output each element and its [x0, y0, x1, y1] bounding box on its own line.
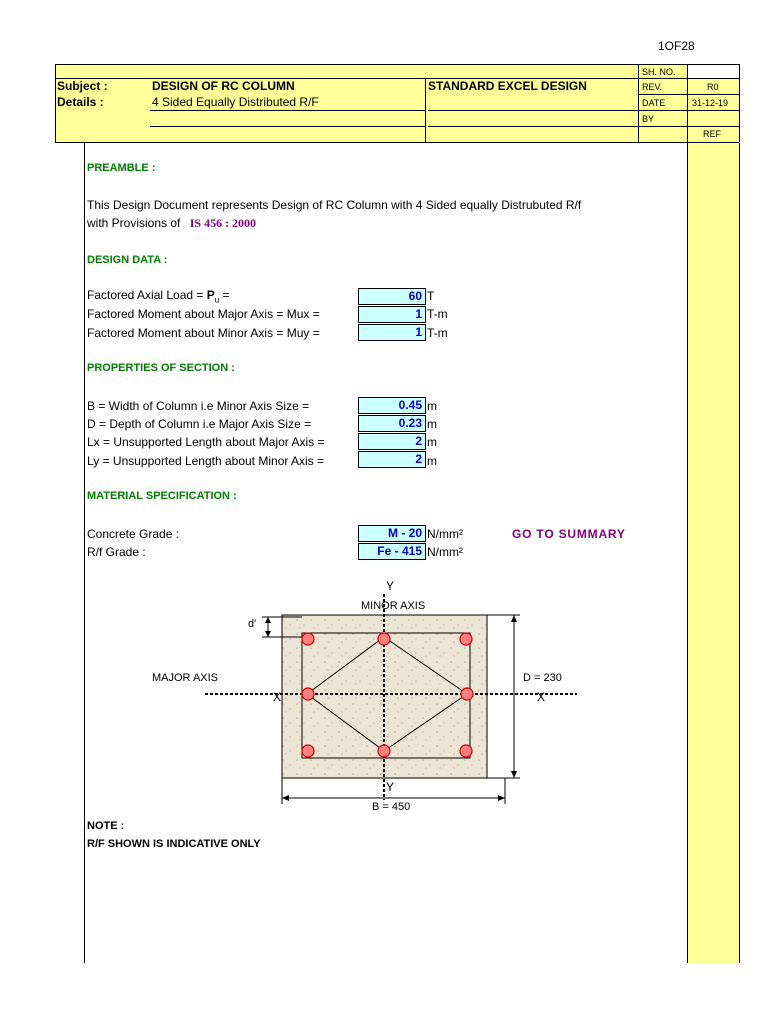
ref-label: REF	[703, 129, 721, 139]
concrete-grade-label: Concrete Grade :	[87, 527, 180, 541]
depth-dimension-label: D = 230	[523, 672, 562, 684]
rebar	[378, 745, 390, 757]
rebar	[461, 688, 473, 700]
sheet-no-label: SH. NO.	[642, 67, 676, 77]
note-text: R/F SHOWN IS INDICATIVE ONLY	[87, 838, 261, 850]
depth-unit: m	[427, 417, 437, 431]
axial-load-subscript: u	[214, 295, 220, 305]
cover-label: d'	[248, 618, 257, 630]
ly-input[interactable]: 2	[358, 451, 426, 468]
subject-value: DESIGN OF RC COLUMN	[152, 79, 295, 93]
axial-load-input[interactable]: 60	[358, 288, 426, 305]
rebar	[302, 688, 314, 700]
provisions-text: with Provisions of	[87, 216, 181, 230]
x-axis-label-left: X	[273, 690, 282, 704]
axial-load-label-end: =	[219, 288, 230, 302]
concrete-grade-unit: N/mm²	[427, 527, 463, 541]
rebar-grade-unit: N/mm²	[427, 545, 463, 559]
section-heading: PROPERTIES OF SECTION :	[87, 362, 235, 374]
depth-arrow-top	[511, 615, 517, 622]
cover-arrow-bottom	[265, 631, 271, 637]
width-input[interactable]: 0.45	[358, 397, 426, 414]
ly-label: Ly = Unsupported Length about Minor Axis =	[87, 454, 325, 468]
rebar	[378, 633, 390, 645]
x-axis-label-right: X	[537, 690, 546, 704]
depth-input[interactable]: 0.23	[358, 415, 426, 432]
preamble-text: This Design Document represents Design of RC Column with 4 Sided equally Distrubuted R/f	[87, 198, 582, 212]
axial-load-symbol: P	[206, 288, 215, 302]
axial-load-unit: T	[427, 289, 435, 303]
go-to-summary-link[interactable]: GO TO SUMMARY	[512, 527, 626, 541]
rebar	[302, 633, 314, 645]
major-axis-label: MAJOR AXIS	[152, 672, 219, 684]
subject-label: Subject :	[57, 79, 108, 93]
rev-label: REV.	[642, 82, 663, 92]
rebar-grade-label: R/f Grade :	[87, 545, 146, 559]
material-heading: MATERIAL SPECIFICATION :	[87, 490, 237, 502]
ly-unit: m	[427, 454, 437, 468]
width-arrow-left	[282, 795, 289, 801]
mux-unit: T-m	[427, 307, 448, 321]
width-unit: m	[427, 399, 437, 413]
standard-label: STANDARD EXCEL DESIGN	[428, 79, 587, 93]
y-axis-label-bottom: Y	[386, 780, 395, 794]
rebar	[302, 745, 314, 757]
width-dimension-label: B = 450	[372, 801, 411, 813]
width-label: B = Width of Column i.e Minor Axis Size =	[87, 399, 310, 413]
y-axis-label-top: Y	[386, 579, 395, 593]
depth-label: D = Depth of Column i.e Major Axis Size =	[87, 417, 312, 431]
details-label: Details :	[57, 95, 104, 109]
lx-label: Lx = Unsupported Length about Major Axis =	[87, 435, 325, 449]
muy-input[interactable]: 1	[358, 324, 426, 341]
date-label: DATE	[642, 98, 666, 108]
mux-input[interactable]: 1	[358, 306, 426, 323]
muy-label: Factored Moment about Minor Axis = Muy =	[87, 326, 320, 340]
depth-arrow-bottom	[511, 771, 517, 778]
rebar	[460, 633, 472, 645]
minor-axis-label: MINOR AXIS	[361, 600, 426, 612]
concrete-grade-input[interactable]: M - 20	[358, 525, 426, 542]
axial-load-label-main: Factored Axial Load =	[87, 288, 207, 302]
design-data-heading: DESIGN DATA :	[87, 254, 168, 266]
preamble-heading: PREAMBLE :	[87, 162, 156, 174]
mux-label: Factored Moment about Major Axis = Mux =	[87, 307, 320, 321]
cover-arrow-top	[265, 617, 271, 623]
rev-value: R0	[707, 82, 719, 92]
rebar-grade-input[interactable]: Fe - 415	[358, 543, 426, 560]
page-number: 1OF28	[658, 39, 695, 53]
rebar	[460, 745, 472, 757]
date-value: 31-12-19	[692, 98, 729, 108]
muy-unit: T-m	[427, 326, 448, 340]
width-arrow-right	[498, 795, 505, 801]
lx-unit: m	[427, 435, 437, 449]
details-value: 4 Sided Equally Distributed R/F	[152, 95, 319, 109]
note-heading: NOTE :	[87, 820, 125, 832]
lx-input[interactable]: 2	[358, 433, 426, 450]
by-label: BY	[642, 114, 655, 124]
code-reference: IS 456 : 2000	[189, 216, 257, 230]
